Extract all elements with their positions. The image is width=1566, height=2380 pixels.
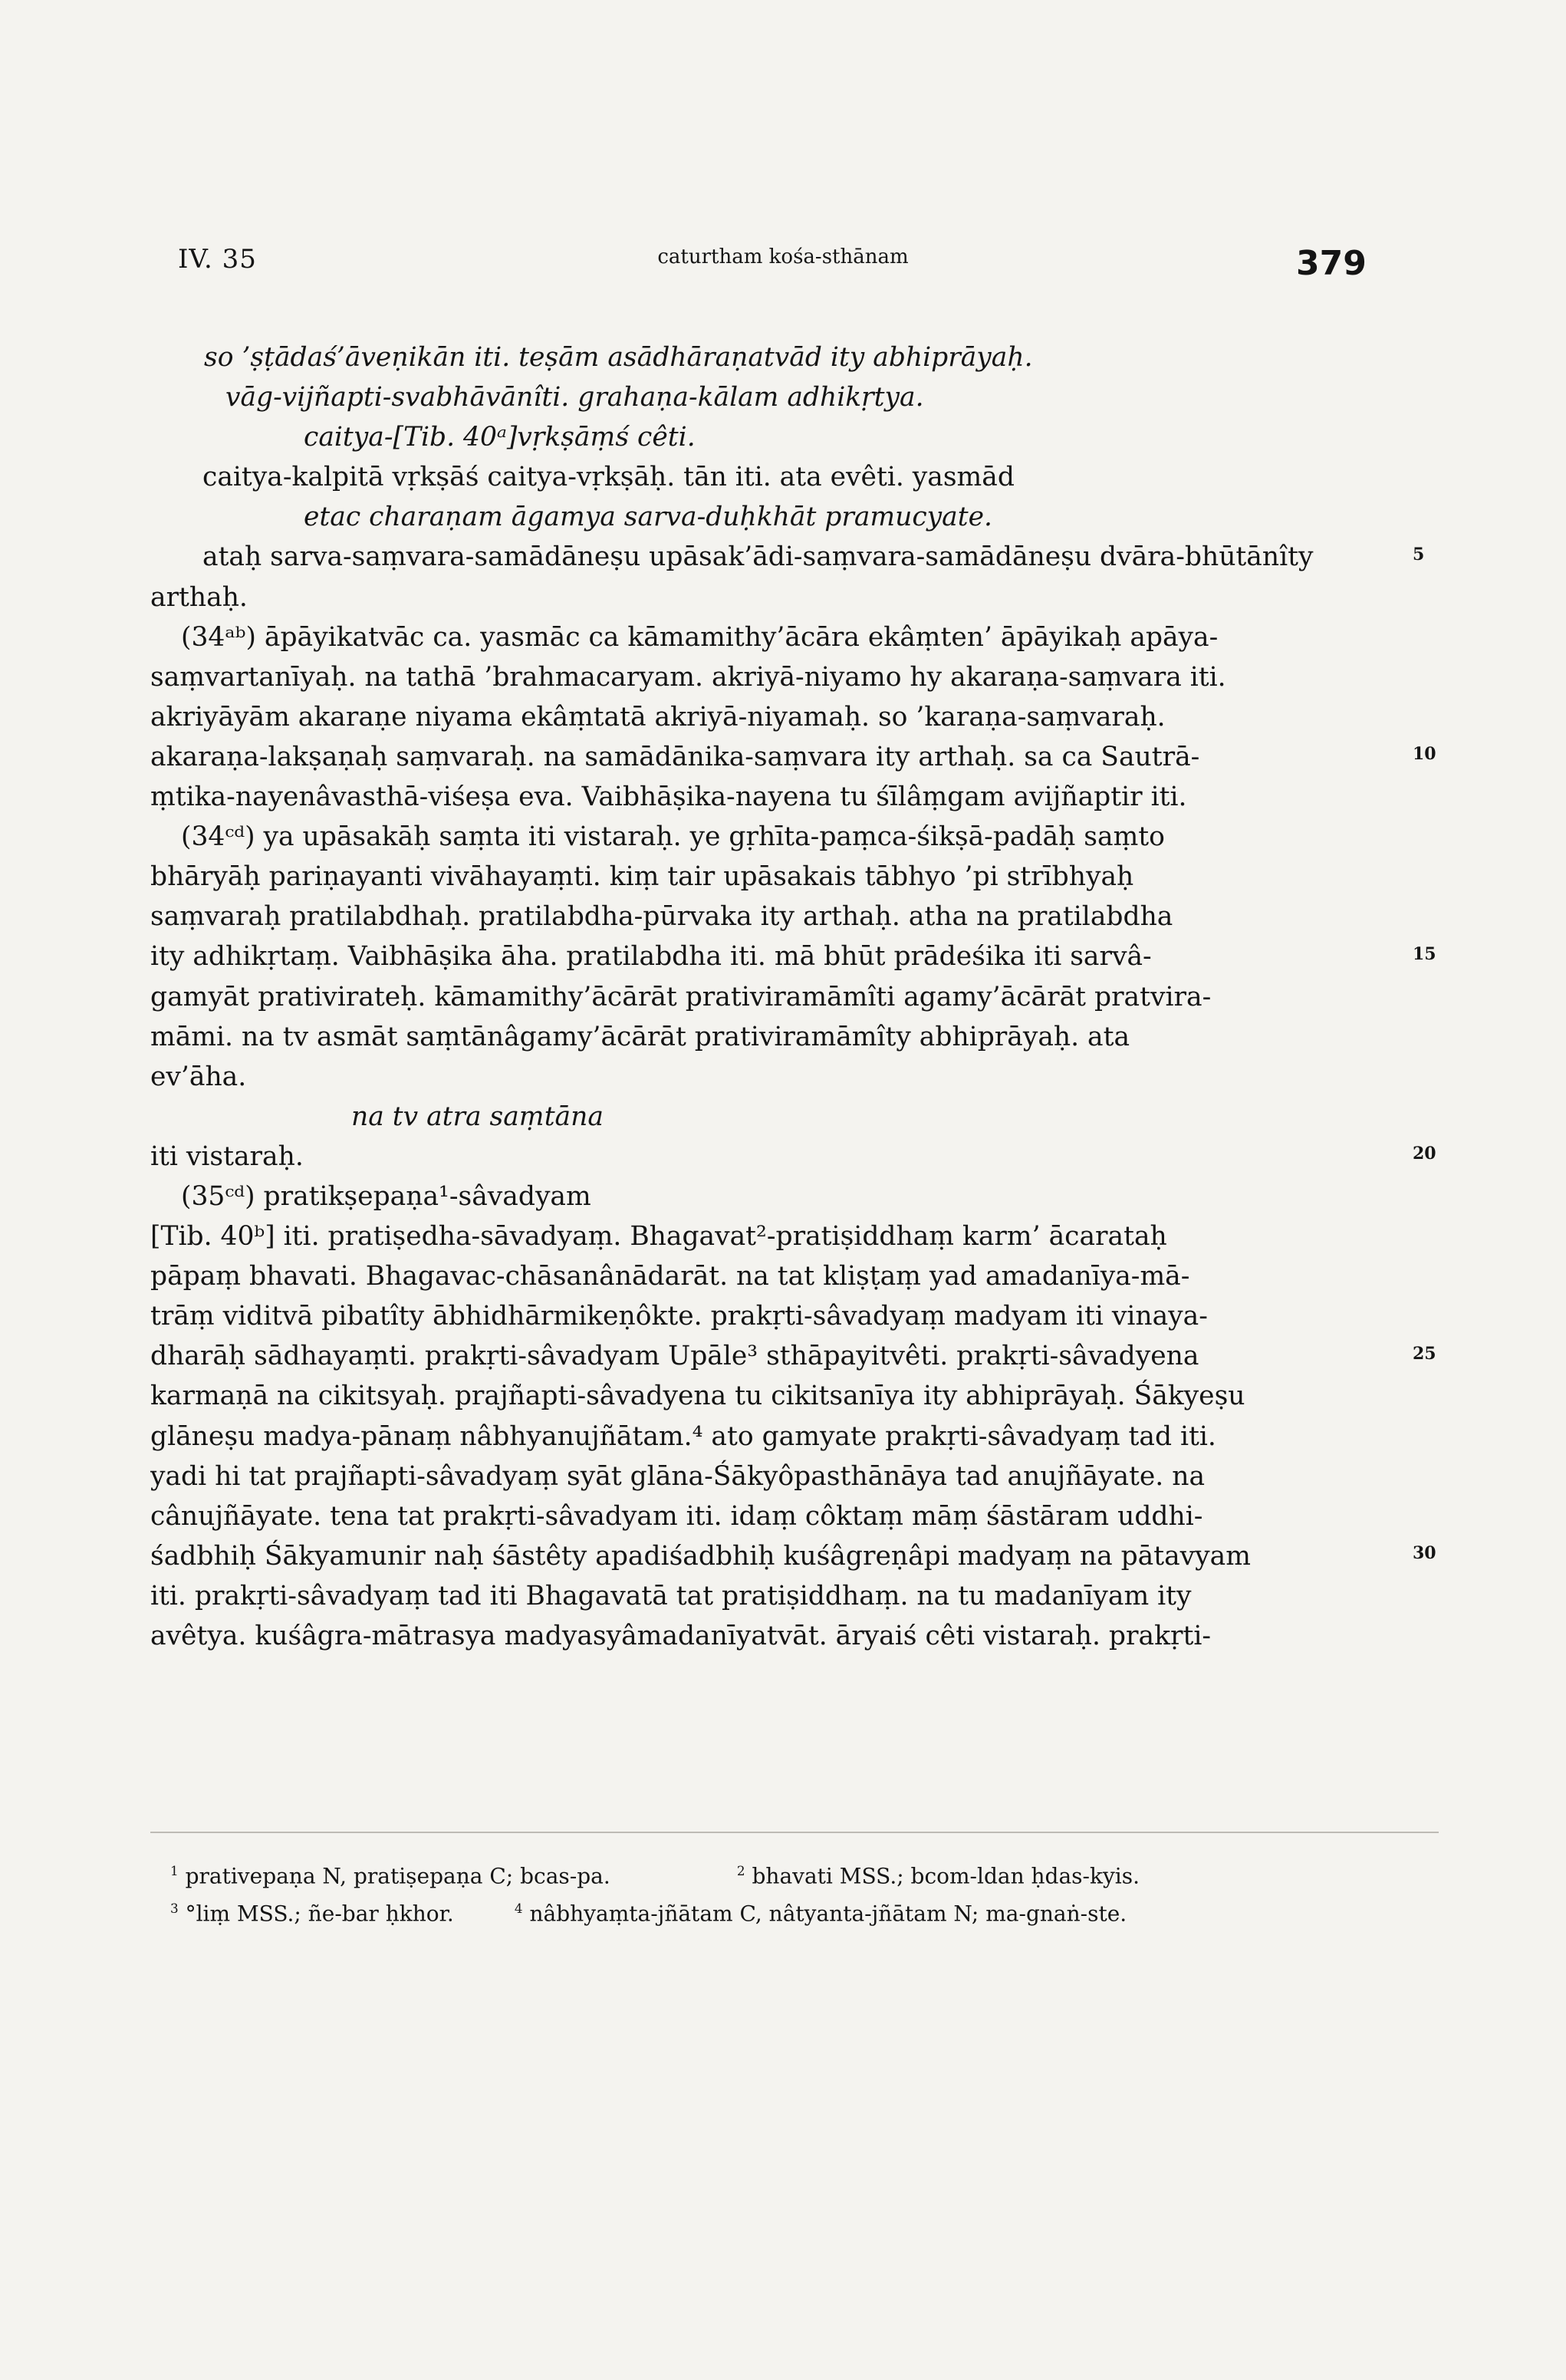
line-number: 10 [1413, 744, 1436, 764]
text-line: cânujñāyate. tena tat prakṛti-sâvadyam iti. idaṃ côktaṃ māṃ śāstāram uddhi- [150, 1500, 1203, 1532]
footnote-divider [150, 1832, 1439, 1833]
line-number: 30 [1413, 1543, 1436, 1563]
text-line: (34ᶜᵈ) ya upāsakāḥ saṃta iti vistaraḥ. ye gṛhīta-paṃca-śikṣā-padāḥ saṃto [181, 821, 1165, 853]
text-line: śadbhiḥ Śākyamunir naḥ śāstêty apadiśadbhiḥ kuśâgreṇâpi madyaṃ na pātavyam [150, 1540, 1251, 1572]
page-number: 379 [1296, 244, 1367, 283]
running-title: caturtham kośa-sthānam [657, 245, 909, 268]
text-line: trāṃ viditvā pibatîty ābhidhārmikeṇôkte. prakṛti-sâvadyaṃ madyam iti vinaya- [150, 1301, 1208, 1332]
footnote: $^4$ nâbhyaṃta-jñātam C, nâtyanta-jñātam N; ma-gnaṅ-ste. [514, 1901, 1127, 1927]
text-line: na tv atra saṃtāna [351, 1101, 604, 1132]
text-line: (35ᶜᵈ) pratikṣepaṇa¹-sâvadyam [181, 1180, 591, 1212]
section-number: IV. 35 [178, 244, 257, 275]
line-number: 5 [1413, 545, 1425, 565]
text-line: etac charaṇam āgamya sarva-duḥkhāt pramucyate. [304, 502, 992, 533]
text-line: yadi hi tat prajñapti-sâvadyaṃ syāt glāna-Śākyôpasthānāya tad anujñāyate. na [150, 1460, 1206, 1492]
footnotes [170, 1855, 1397, 1931]
text-line: ev’āha. [150, 1061, 247, 1092]
text-line: ṃtika-nayenâvasthā-viśeṣa eva. Vaibhāṣika-nayena tu śīlâṃgam avijñaptir iti. [150, 782, 1187, 813]
text-line: iti vistaraḥ. [150, 1141, 304, 1172]
line-number: 20 [1413, 1144, 1436, 1164]
text-line: akaraṇa-lakṣaṇaḥ saṃvaraḥ. na samādānika-saṃvara ity arthaḥ. sa ca Sautrā- [150, 741, 1200, 772]
text-line: bhāryāḥ pariṇayanti vivāhayaṃti. kiṃ tair upāsakais tābhyo ’pi strībhyaḥ [150, 861, 1134, 893]
text-line: iti. prakṛti-sâvadyaṃ tad iti Bhagavatā tat pratiṣiddhaṃ. na tu madanīyam ity [150, 1580, 1192, 1611]
line-number: 25 [1413, 1344, 1436, 1364]
line-number: 15 [1413, 944, 1436, 964]
text-line: [Tib. 40ᵇ] iti. pratiṣedha-sāvadyaṃ. Bhagavat²-pratiṣiddhaṃ karm’ ācarataḥ [150, 1221, 1167, 1253]
text-line: vāg-vijñapti-svabhāvānîti. grahaṇa-kālam adhikṛtya. [225, 382, 924, 413]
footnote: $^3$ °liṃ MSS.; ñe-bar ḥkhor. [170, 1901, 454, 1927]
text-line: akriyāyām akaraṇe niyama ekâṃtatā akriyā-niyamaḥ. so ’karaṇa-saṃvaraḥ. [150, 701, 1166, 732]
text-line: māmi. na tv asmāt saṃtānâgamy’ācārāt prativiramāmîty abhiprāyaḥ. ata [150, 1021, 1130, 1052]
text-line: avêtya. kuśâgra-mātrasya madyasyâmadanīyatvāt. āryaiś cêti vistaraḥ. prakṛti- [150, 1621, 1212, 1651]
text-line: (34ᵃᵇ) āpāyikatvāc ca. yasmāc ca kāmamithy’ācāra ekâṃten’ āpāyikaḥ apāya- [181, 621, 1219, 653]
text-line: pāpaṃ bhavati. Bhagavac-chāsanânādarāt. na tat kliṣṭaṃ yad amadanīya-mā- [150, 1261, 1190, 1292]
text-line: ity adhikṛtaṃ. Vaibhāṣika āha. pratilabdha iti. mā bhūt prādeśika iti sarvâ- [150, 941, 1152, 973]
text-line: arthaḥ. [150, 581, 248, 613]
text-line: so ’ṣṭādaś’āveṇikān iti. teṣām asādhāraṇatvād ity abhiprāyaḥ. [204, 342, 1033, 373]
text-line: saṃvartanīyaḥ. na tathā ’brahmacaryam. akriyā-niyamo hy akaraṇa-saṃvara iti. [150, 661, 1226, 693]
text-line: dharāḥ sādhayaṃti. prakṛti-sâvadyam Upāle³ sthāpayitvêti. prakṛti-sâvadyena [150, 1341, 1199, 1372]
text-line: glāneṣu madya-pānaṃ nâbhyanujñātam.⁴ ato gamyate prakṛti-sâvadyaṃ tad iti. [150, 1420, 1216, 1452]
text-line: caitya-kalpitā vṛkṣāś caitya-vṛkṣāḥ. tān iti. ata evêti. yasmād [202, 462, 1015, 493]
text-line: gamyāt prativirateḥ. kāmamithy’ācārāt prativiramāmîti agamy’ācārāt pratvira- [150, 981, 1212, 1012]
text-line: caitya-[Tib. 40ᵃ]vṛkṣāṃś cêti. [304, 422, 696, 453]
text-line: karmaṇā na cikitsyaḥ. prajñapti-sâvadyena tu cikitsanīya ity abhiprāyaḥ. Śākyeṣu [150, 1381, 1245, 1412]
footnote-row [170, 1892, 1397, 1930]
main-text [150, 337, 1439, 1656]
footnote: $^1$ prativepaṇa N, pratiṣepaṇa C; bcas-pa. [170, 1863, 610, 1889]
footnote-row [170, 1855, 1397, 1892]
text-line: saṃvaraḥ pratilabdhaḥ. pratilabdha-pūrvaka ity arthaḥ. atha na pratilabdha [150, 901, 1173, 933]
text-line: ataḥ sarva-saṃvara-samādāneṣu upāsak’ādi-saṃvara-samādāneṣu dvāra-bhūtānîty [202, 542, 1314, 573]
page-header [0, 244, 1566, 290]
footnote: $^2$ bhavati MSS.; bcom-ldan ḥdas-kyis. [736, 1863, 1140, 1889]
